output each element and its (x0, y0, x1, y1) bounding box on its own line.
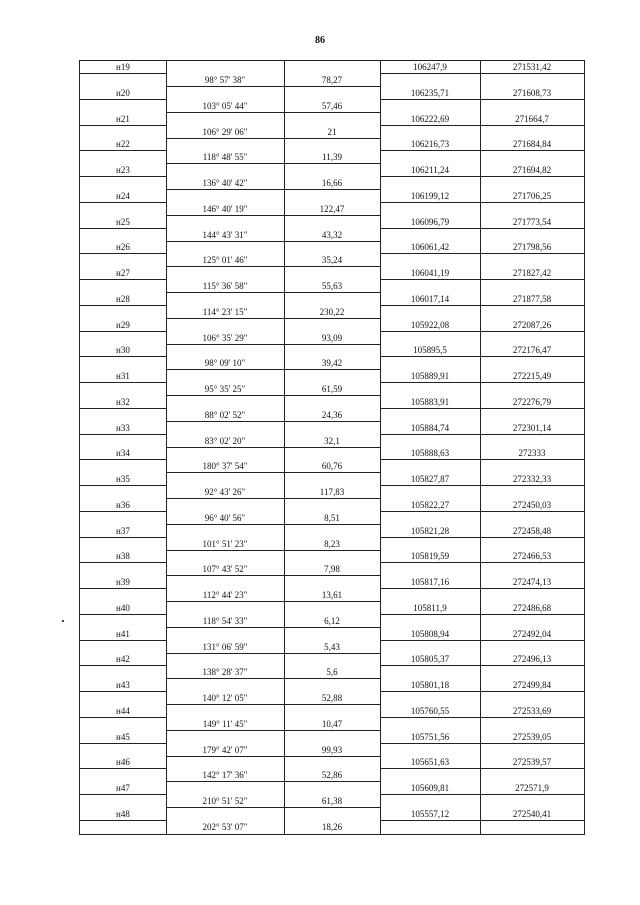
cell-angle: 114° 23' 15" (202, 306, 248, 317)
cell-length: 61,38 (321, 796, 343, 806)
cell-point: н45 (116, 731, 130, 742)
row-divider (380, 794, 584, 795)
row-divider (80, 614, 166, 615)
cell-x: 106211,24 (411, 165, 449, 175)
cell-point: н40 (116, 602, 130, 613)
row-divider (166, 781, 380, 782)
cell-x: 105888,63 (410, 448, 450, 459)
cell-angle: 88° 02' 52" (204, 409, 246, 420)
cell-length: 55,63 (321, 281, 343, 291)
cell-x: 105760,55 (410, 705, 450, 716)
cell-x: 105819,59 (410, 551, 450, 562)
cell-x: 105883,91 (410, 396, 450, 407)
cell-x: 105751,56 (410, 731, 450, 742)
row-divider (380, 408, 584, 409)
row-divider (80, 99, 166, 100)
cell-angle: 146° 40' 19" (202, 203, 248, 214)
row-divider (380, 691, 584, 692)
cell-point: н46 (116, 757, 130, 768)
row-divider (166, 472, 380, 473)
cell-x: 105822,27 (410, 499, 450, 510)
cell-y: 272466,53 (512, 551, 552, 562)
cell-point: н19 (116, 62, 130, 72)
cell-length: 11,39 (322, 152, 342, 163)
cell-point: н41 (116, 628, 130, 639)
cell-length: 6,12 (324, 615, 340, 626)
row-divider (80, 588, 166, 589)
cell-angle: 112° 44' 23" (202, 590, 248, 600)
row-divider (80, 485, 166, 486)
row-divider (80, 511, 166, 512)
row-divider (80, 228, 166, 229)
row-divider (80, 820, 166, 821)
cell-y: 272087,26 (512, 319, 552, 330)
row-divider (80, 794, 166, 795)
cell-point: н36 (116, 499, 130, 510)
cell-y: 272333 (518, 448, 546, 459)
row-divider (80, 73, 166, 74)
cell-y: 272499,84 (512, 680, 552, 690)
row-divider (166, 344, 380, 345)
cell-angle: 140° 12' 05" (202, 693, 248, 703)
cell-length: 16,66 (321, 178, 343, 188)
row-divider (380, 588, 584, 589)
cell-angle: 92° 43' 26" (204, 487, 246, 497)
row-divider (380, 382, 584, 383)
cell-x: 106235,71 (410, 87, 450, 98)
row-divider (166, 86, 380, 87)
cell-x: 105884,74 (410, 422, 450, 433)
cell-angle: 98° 09' 10" (204, 358, 246, 369)
cell-x: 105557,12 (410, 808, 450, 819)
cell-angle: 83° 02' 20" (204, 435, 246, 446)
cell-x: 106096,79 (410, 216, 450, 227)
cell-y: 272215,49 (512, 371, 552, 381)
cell-angle: 95° 35' 25" (204, 384, 246, 394)
row-divider (166, 601, 380, 602)
cell-length: 7,98 (324, 564, 340, 575)
row-divider (380, 640, 584, 641)
cell-length: 230,22 (319, 306, 345, 317)
row-divider (380, 820, 584, 821)
cell-point: н28 (116, 293, 130, 304)
row-divider (166, 215, 380, 216)
row-divider (166, 524, 380, 525)
cell-x: 105821,28 (410, 525, 450, 536)
row-divider (380, 665, 584, 666)
row-divider (380, 176, 584, 177)
cell-y: 272301,14 (512, 422, 552, 433)
cell-x: 105922,08 (410, 319, 450, 330)
cell-point: н32 (116, 396, 130, 407)
row-divider (380, 614, 584, 615)
cell-y: 272332,33 (512, 474, 552, 484)
row-divider (80, 150, 166, 151)
cell-y: 272533,69 (512, 705, 552, 716)
cell-x: 105889,91 (410, 371, 450, 381)
cell-length: 78,27 (321, 75, 343, 85)
cell-point: н48 (116, 808, 130, 819)
row-divider (80, 125, 166, 126)
cell-x: 106222,69 (410, 113, 450, 124)
cell-y: 271706,25 (512, 190, 552, 201)
row-divider (166, 163, 380, 164)
row-divider (166, 447, 380, 448)
row-divider (80, 743, 166, 744)
cell-length: 99,93 (321, 744, 343, 755)
cell-y: 272474,13 (512, 577, 552, 587)
cell-point: н39 (116, 577, 130, 587)
cell-length: 60,76 (321, 461, 343, 472)
cell-angle: 98° 57' 38" (204, 75, 246, 85)
cell-x: 105895,5 (413, 345, 447, 356)
cell-x: 105609,81 (410, 783, 450, 793)
row-divider (380, 150, 584, 151)
cell-point: н22 (116, 139, 130, 150)
cell-point: н37 (116, 525, 130, 536)
coordinates-table (79, 60, 585, 835)
cell-y: 271608,73 (512, 87, 552, 98)
cell-angle: 118° 54' 33" (202, 615, 248, 626)
row-divider (80, 691, 166, 692)
cell-point: н26 (116, 242, 130, 253)
row-divider (166, 292, 380, 293)
row-divider (80, 253, 166, 254)
cell-length: 52,88 (321, 693, 343, 703)
cell-length: 52,86 (321, 770, 343, 781)
row-divider (380, 228, 584, 229)
cell-x: 105801,18 (410, 680, 450, 690)
cell-point: н25 (116, 216, 130, 227)
cell-angle: 131° 06' 59" (202, 641, 248, 652)
row-divider (380, 356, 584, 357)
row-divider (80, 562, 166, 563)
cell-x: 106017,14 (410, 293, 450, 304)
row-divider (80, 537, 166, 538)
cell-x: 105808,94 (410, 628, 450, 639)
row-divider (380, 511, 584, 512)
cell-length: 57,46 (321, 100, 343, 111)
cell-point: н31 (116, 371, 130, 381)
row-divider (166, 807, 380, 808)
cell-angle: 103° 05' 44" (202, 100, 248, 111)
cell-y: 272539,05 (512, 731, 552, 742)
cell-length: 18,26 (321, 821, 343, 832)
cell-angle: 149° 11' 45" (202, 718, 248, 729)
cell-y: 272176,47 (512, 345, 552, 356)
cell-length: 122,47 (319, 203, 345, 214)
cell-y: 272276,79 (512, 396, 552, 407)
row-divider (380, 459, 584, 460)
cell-point: н30 (116, 345, 130, 356)
row-divider (380, 434, 584, 435)
cell-point: н38 (116, 551, 130, 562)
cell-length: 39,42 (321, 358, 343, 369)
row-divider (380, 331, 584, 332)
row-divider (166, 189, 380, 190)
row-divider (166, 112, 380, 113)
cell-length: 10,47 (321, 718, 343, 729)
row-divider (80, 356, 166, 357)
cell-point: н24 (116, 190, 130, 201)
cell-point: н43 (116, 680, 130, 690)
row-divider (166, 266, 380, 267)
row-divider (380, 743, 584, 744)
cell-angle: 180° 37' 54" (202, 461, 248, 472)
row-divider (166, 575, 380, 576)
row-divider (166, 653, 380, 654)
row-divider (166, 756, 380, 757)
cell-point: н44 (116, 705, 130, 716)
cell-x: 105811,9 (413, 602, 447, 613)
row-divider (166, 138, 380, 139)
row-divider (80, 408, 166, 409)
cell-point: н34 (116, 448, 130, 459)
cell-length: 13,61 (321, 590, 343, 600)
cell-y: 271694,82 (512, 165, 552, 175)
row-divider (166, 421, 380, 422)
cell-point: н23 (116, 165, 130, 175)
cell-angle: 96° 40' 56" (204, 512, 246, 523)
cell-angle: 136° 40' 42" (202, 178, 248, 188)
row-divider (80, 640, 166, 641)
cell-angle: 144° 43' 31" (202, 229, 248, 240)
row-divider (80, 331, 166, 332)
row-divider (380, 99, 584, 100)
row-divider (166, 395, 380, 396)
cell-angle: 210° 51' 52" (202, 796, 248, 806)
cell-x: 106041,19 (410, 268, 450, 278)
cell-x: 105651,63 (410, 757, 450, 768)
cell-angle: 142° 17' 36" (202, 770, 248, 781)
row-divider (380, 202, 584, 203)
cell-length: 21 (327, 126, 337, 137)
row-divider (80, 305, 166, 306)
cell-x: 106216,73 (410, 139, 450, 150)
row-divider (380, 305, 584, 306)
cell-point: н42 (116, 654, 130, 665)
cell-x: 106061,42 (410, 242, 450, 253)
row-divider (380, 485, 584, 486)
cell-point: н21 (116, 113, 130, 124)
cell-length: 35,24 (321, 255, 343, 266)
cell-y: 272496,13 (512, 654, 552, 665)
cell-point: н33 (116, 422, 130, 433)
cell-y: 271531,42 (512, 62, 552, 72)
cell-y: 272486,68 (512, 602, 552, 613)
cell-angle: 106° 35' 29" (202, 332, 248, 343)
row-divider (166, 627, 380, 628)
scan-speck (62, 620, 64, 622)
cell-y: 271773,54 (512, 216, 552, 227)
cell-length: 61,59 (321, 384, 343, 394)
row-divider (80, 717, 166, 718)
cell-angle: 202° 53' 07" (202, 821, 248, 832)
cell-x: 105805,37 (410, 654, 450, 665)
cell-angle: 179° 42' 07" (202, 744, 248, 755)
cell-length: 5,43 (324, 641, 340, 652)
row-divider (80, 665, 166, 666)
row-divider (80, 202, 166, 203)
row-divider (166, 550, 380, 551)
cell-length: 93,09 (321, 332, 343, 343)
row-divider (380, 717, 584, 718)
cell-y: 271664,7 (515, 113, 549, 124)
cell-length: 43,32 (321, 229, 343, 240)
cell-length: 8,51 (324, 512, 340, 523)
row-divider (380, 537, 584, 538)
cell-angle: 125° 01' 46" (202, 255, 248, 266)
row-divider (80, 279, 166, 280)
cell-y: 272539,57 (512, 757, 552, 768)
cell-point: н27 (116, 268, 130, 278)
cell-point: н35 (116, 474, 130, 484)
cell-length: 24,36 (321, 409, 343, 420)
row-divider (380, 279, 584, 280)
row-divider (80, 176, 166, 177)
row-divider (380, 562, 584, 563)
row-divider (166, 704, 380, 705)
cell-y: 272571,9 (515, 783, 549, 793)
row-divider (380, 253, 584, 254)
row-divider (80, 459, 166, 460)
cell-length: 117,83 (319, 487, 345, 497)
row-divider (80, 382, 166, 383)
row-divider (166, 241, 380, 242)
cell-point: н20 (116, 87, 130, 98)
cell-point: н47 (116, 783, 130, 793)
cell-angle: 115° 36' 58" (202, 281, 248, 291)
cell-length: 8,23 (324, 538, 340, 549)
cell-angle: 106° 29' 06" (202, 126, 248, 137)
cell-x: 105817,16 (410, 577, 450, 587)
cell-y: 271827,42 (512, 268, 552, 278)
row-divider (166, 498, 380, 499)
cell-y: 271877,58 (512, 293, 552, 304)
cell-angle: 118° 48' 55" (202, 152, 248, 163)
row-divider (380, 768, 584, 769)
cell-y: 271798,56 (512, 242, 552, 253)
page-number: 86 (315, 35, 325, 46)
cell-angle: 107° 43' 52" (202, 564, 248, 575)
cell-y: 272450,03 (512, 499, 552, 510)
cell-x: 105827,87 (410, 474, 450, 484)
cell-y: 272540,41 (512, 808, 552, 819)
cell-length: 32,1 (324, 435, 340, 446)
cell-y: 272492,04 (512, 628, 552, 639)
row-divider (380, 73, 584, 74)
cell-angle: 138° 28' 37" (202, 667, 248, 678)
row-divider (380, 125, 584, 126)
cell-x: 106199,12 (410, 190, 450, 201)
row-divider (166, 678, 380, 679)
cell-y: 271684,84 (512, 139, 552, 150)
cell-x: 106247,9 (413, 62, 447, 72)
cell-length: 5,6 (326, 667, 338, 678)
row-divider (80, 434, 166, 435)
row-divider (80, 768, 166, 769)
cell-angle: 101° 51' 23" (202, 538, 248, 549)
row-divider (166, 730, 380, 731)
row-divider (166, 318, 380, 319)
cell-y: 272458,48 (512, 525, 552, 536)
cell-point: н29 (116, 319, 130, 330)
row-divider (166, 369, 380, 370)
